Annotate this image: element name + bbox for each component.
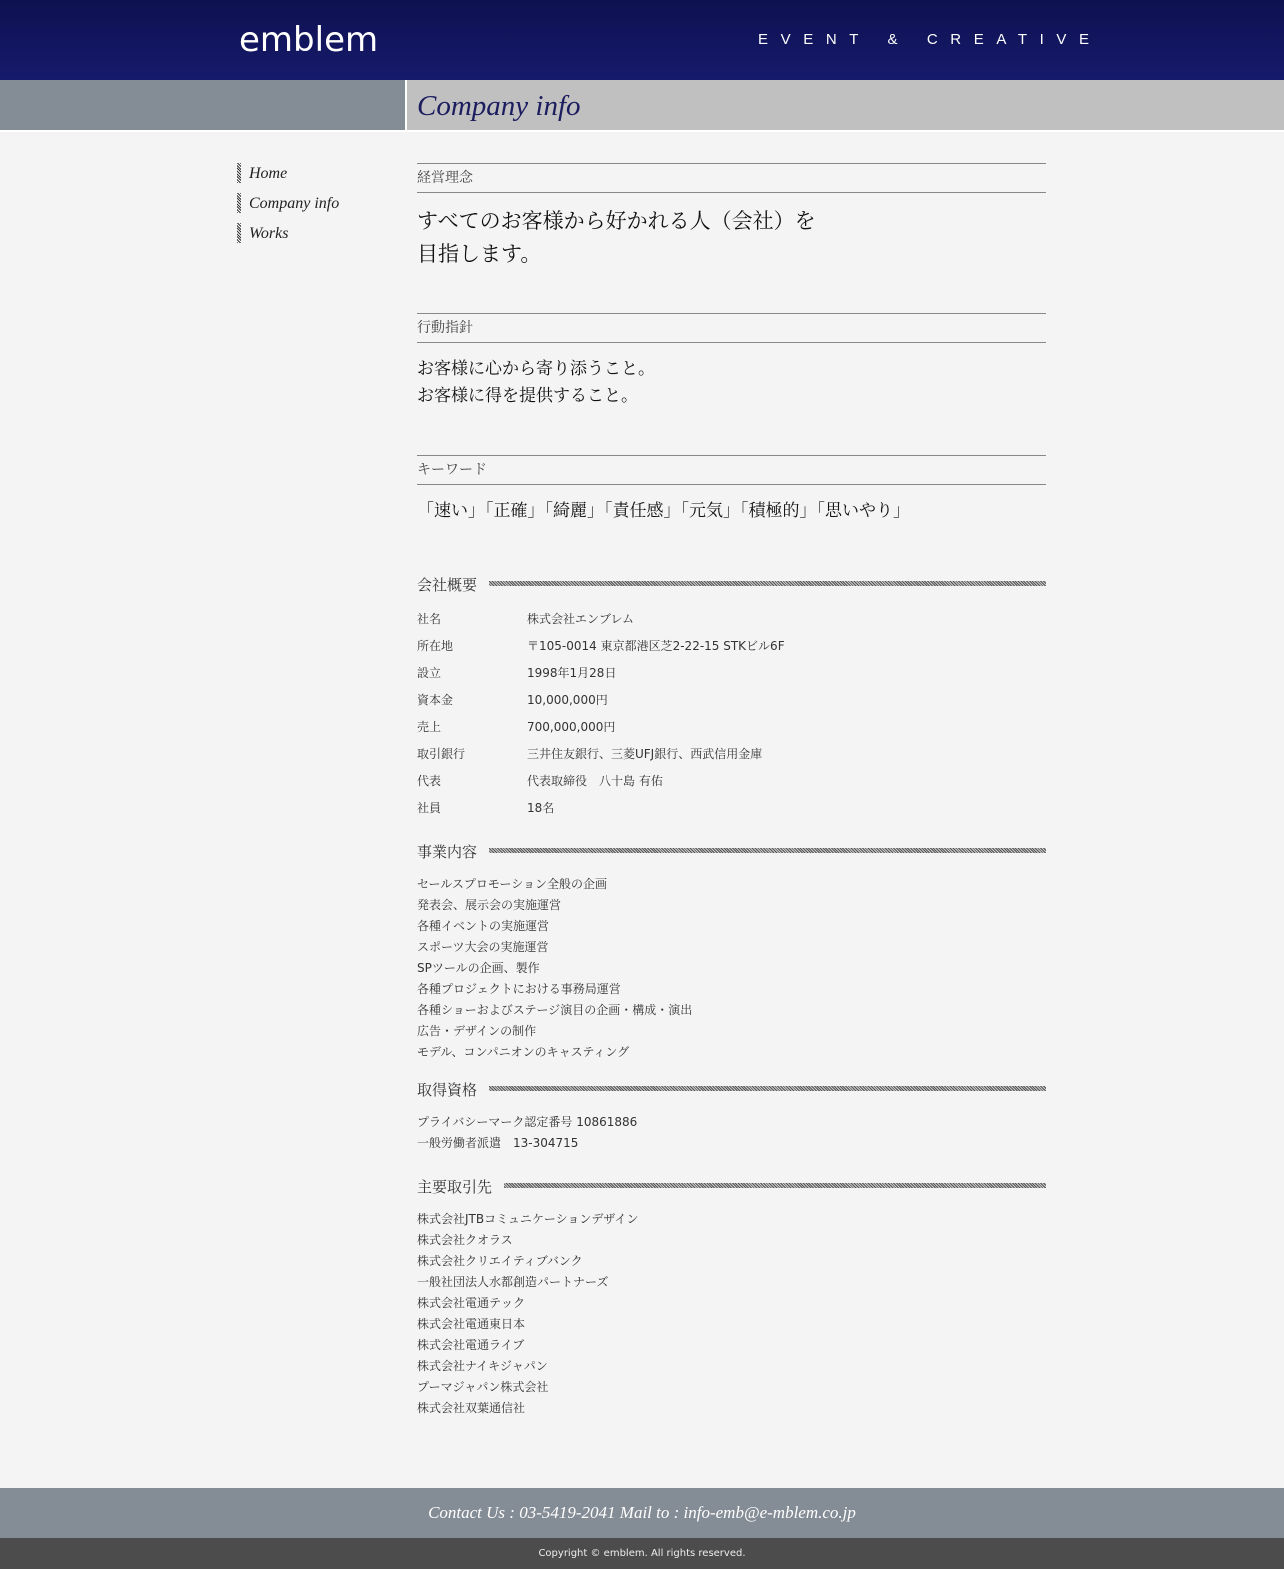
clients-heading: 主要取引先 — [417, 1176, 504, 1198]
list-item: 株式会社電通テック — [417, 1296, 526, 1310]
guidelines-heading: 行動指針 — [417, 313, 1046, 343]
clients-list — [417, 1209, 1046, 1419]
list-item: SPツールの企画、製作 — [417, 961, 540, 975]
list-item: 一般労働者派遣 13-304715 — [417, 1136, 579, 1150]
list-item: 株式会社双葉通信社 — [417, 1401, 526, 1415]
site-logo[interactable]: emblem — [239, 20, 379, 60]
overview-heading: 会社概要 — [417, 574, 489, 596]
list-item: プライバシーマーク認定番号 10861886 — [417, 1115, 638, 1129]
list-item: 株式会社クリエイティブバンク — [417, 1254, 583, 1268]
list-item: 株式会社ナイキジャパン — [417, 1359, 548, 1373]
list-item: 株式会社クオラス — [417, 1233, 513, 1247]
nav-item-company-info[interactable] — [237, 193, 339, 213]
list-item: セールスプロモーション全般の企画 — [417, 877, 607, 891]
nav-marker-icon — [237, 163, 241, 183]
nav-label[interactable]: Company info — [249, 195, 340, 212]
clients-section-header — [417, 1176, 1046, 1198]
qualifications-heading: 取得資格 — [417, 1079, 489, 1101]
list-item: モデル、コンパニオンのキャスティング — [417, 1045, 630, 1059]
philosophy-text: すべてのお客様から好かれる人（会社）を 目指します。 — [417, 209, 816, 266]
section-rule — [417, 848, 1046, 853]
site-tagline: EVENT & CREATIVE — [758, 31, 1102, 48]
qualifications-section-header — [417, 1079, 1046, 1101]
overview-table — [417, 612, 1046, 828]
list-item: プーマジャパン株式会社 — [417, 1380, 549, 1394]
nav-label[interactable]: Home — [249, 165, 288, 182]
business-list — [417, 874, 1046, 1063]
list-item: 株式会社電通東日本 — [417, 1317, 526, 1331]
side-nav — [237, 163, 339, 253]
nav-item-works[interactable] — [237, 223, 339, 243]
guidelines-text: お客様に心から寄り添うこと。 お客様に得を提供すること。 — [417, 359, 655, 406]
nav-marker-icon — [237, 193, 241, 213]
overview-row: 社員 18名 — [417, 801, 555, 815]
overview-row: 代表 代表取締役 八十島 有佑 — [417, 774, 663, 788]
overview-row: 社名 株式会社エンブレム — [417, 612, 635, 626]
nav-label[interactable]: Works — [249, 225, 289, 242]
list-item: 各種プロジェクトにおける事務局運営 — [417, 982, 621, 996]
page-title-band — [0, 80, 1284, 132]
overview-row: 取引銀行 三井住友銀行、三菱UFJ銀行、西武信用金庫 — [417, 747, 763, 761]
nav-item-home[interactable] — [237, 163, 339, 183]
section-rule — [417, 1183, 1046, 1188]
overview-row: 売上 700,000,000円 — [417, 720, 616, 734]
overview-row: 所在地 〒105-0014 東京都港区芝2-22-15 STKビル6F — [417, 639, 785, 653]
list-item: スポーツ大会の実施運営 — [417, 940, 549, 954]
overview-row: 資本金 10,000,000円 — [417, 693, 608, 707]
page-title: Company info — [417, 90, 581, 122]
list-item: 各種ショーおよびステージ演目の企画・構成・演出 — [417, 1003, 693, 1017]
business-section-header — [417, 841, 1046, 863]
qualifications-list — [417, 1112, 1046, 1154]
nav-marker-icon — [237, 223, 241, 243]
list-item: 広告・デザインの制作 — [417, 1024, 537, 1038]
list-item: 株式会社JTBコミュニケーションデザイン — [417, 1212, 639, 1226]
main-content — [417, 163, 1046, 1419]
keywords-text: 「速い」「正確」「綺麗」「責任感」「元気」「積極的」「思いやり」 — [417, 501, 910, 521]
footer-contact[interactable]: Contact Us : 03-5419-2041 Mail to : info-emb@e-mblem.co.jp — [0, 1488, 1284, 1538]
keywords-heading: キーワード — [417, 455, 1046, 485]
section-rule — [417, 1086, 1046, 1091]
overview-section-header — [417, 574, 1046, 596]
list-item: 各種イベントの実施運営 — [417, 919, 550, 933]
site-header — [0, 0, 1284, 80]
overview-row: 設立 1998年1月28日 — [417, 666, 617, 680]
list-item: 一般社団法人水都創造パートナーズ — [417, 1275, 609, 1289]
list-item: 株式会社電通ライブ — [417, 1338, 525, 1352]
philosophy-heading: 経営理念 — [417, 163, 1046, 193]
list-item: 発表会、展示会の実施運営 — [417, 898, 562, 912]
section-rule — [417, 581, 1046, 586]
business-heading: 事業内容 — [417, 841, 489, 863]
footer-copyright: Copyright © emblem. All rights reserved. — [0, 1538, 1284, 1569]
